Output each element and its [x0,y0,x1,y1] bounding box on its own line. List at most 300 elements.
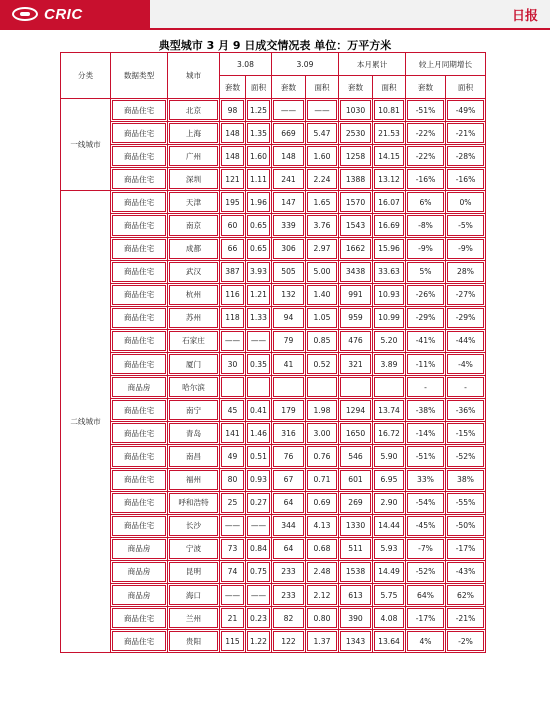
area-cumulative-value: 5.93 [374,539,404,559]
table-row [61,399,486,422]
area-growth-value: - [447,377,484,397]
area-308-cell [246,306,272,329]
sets-309-value: 64 [273,493,304,513]
sets-309-value: 76 [273,446,304,466]
city-value: 兰州 [169,608,218,628]
area-309-value: 3.76 [307,215,337,235]
area-308-value: —— [247,331,270,351]
sets-309-cell [272,306,306,329]
area-309-value: 1.37 [307,631,337,651]
sets-cumulative-cell [339,468,373,491]
sets-growth-value: -7% [407,539,444,559]
table-row [61,491,486,514]
sets-growth-value: -17% [407,608,444,628]
sets-cumulative-cell [339,583,373,606]
city-value: 南京 [169,215,218,235]
city-value: 南昌 [169,446,218,466]
area-cumulative-cell [373,168,406,191]
header-sets: 套数 [406,76,446,99]
area-308-value: 1.33 [247,308,270,328]
sets-cumulative-value: 1388 [340,169,371,189]
area-309-cell [306,630,339,653]
sets-309-value: 148 [273,146,304,166]
area-growth-cell [446,491,486,514]
sets-308-value: 116 [221,285,244,305]
area-309-value: 2.12 [307,585,337,605]
sets-growth-value: -45% [407,516,444,536]
area-growth-value: -2% [447,631,484,651]
area-cumulative-value: 5.90 [374,446,404,466]
sets-cumulative-value: 390 [340,608,371,628]
sets-308-cell [220,283,246,306]
area-308-value: 1.35 [247,123,270,143]
area-308-cell [246,237,272,260]
sets-cumulative-value: 3438 [340,262,371,282]
table-row [61,168,486,191]
sets-growth-cell [406,306,446,329]
header-row-1 [61,53,486,76]
area-308-value: 1.22 [247,631,270,651]
sets-cumulative-cell [339,376,373,399]
sets-309-cell [272,329,306,352]
area-309-cell [306,99,339,122]
data-type-value: 商品房 [112,585,166,605]
sets-growth-cell [406,99,446,122]
area-308-cell [246,145,272,168]
city-value: 哈尔滨 [169,377,218,397]
data-type-value: 商品住宅 [112,239,166,259]
sets-309-cell [272,583,306,606]
area-growth-value: -28% [447,146,484,166]
table-row [61,560,486,583]
sets-cumulative-value: 601 [340,470,371,490]
sets-growth-value: -51% [407,446,444,466]
sets-309-cell [272,607,306,630]
area-309-cell [306,353,339,376]
sets-308-value: 148 [221,123,244,143]
sets-308-value: 195 [221,192,244,212]
city-cell [168,145,220,168]
sets-growth-cell [406,214,446,237]
city-cell [168,514,220,537]
sets-cumulative-cell [339,445,373,468]
area-309-value: 5.47 [307,123,337,143]
sets-growth-cell [406,445,446,468]
city-value: 呼和浩特 [169,493,218,513]
table-row [61,422,486,445]
area-cumulative-value: 16.69 [374,215,404,235]
area-308-value: 1.21 [247,285,270,305]
sets-cumulative-value: 959 [340,308,371,328]
area-growth-cell [446,560,486,583]
data-type-value: 商品房 [112,377,166,397]
sets-growth-cell [406,583,446,606]
header-sets: 套数 [220,76,246,99]
sets-cumulative-value: 269 [340,493,371,513]
sets-309-cell [272,537,306,560]
city-cell [168,537,220,560]
sets-cumulative-value: 1538 [340,562,371,582]
area-308-value: —— [247,516,270,536]
sets-cumulative-cell [339,607,373,630]
area-cumulative-cell [373,630,406,653]
sets-309-value: 79 [273,331,304,351]
area-growth-cell [446,191,486,214]
area-growth-cell [446,99,486,122]
city-value: 南宁 [169,400,218,420]
sets-309-cell [272,468,306,491]
area-308-value: 1.60 [247,146,270,166]
sets-308-value: —— [221,585,244,605]
area-308-cell [246,399,272,422]
table-row [61,353,486,376]
cric-logo [12,5,83,23]
area-growth-value: -50% [447,516,484,536]
data-type-value: 商品住宅 [112,423,166,443]
sets-309-cell [272,630,306,653]
sets-growth-value: - [407,377,444,397]
sets-growth-cell [406,422,446,445]
city-value: 厦门 [169,354,218,374]
area-cumulative-cell [373,376,406,399]
sets-growth-cell [406,376,446,399]
city-cell [168,399,220,422]
sets-cumulative-value: 476 [340,331,371,351]
header-category: 分类 [61,53,111,99]
area-growth-cell [446,329,486,352]
sets-309-value: 132 [273,285,304,305]
area-cumulative-cell [373,353,406,376]
data-type-value: 商品住宅 [112,100,166,120]
sets-309-value: 179 [273,400,304,420]
area-308-cell [246,191,272,214]
sets-growth-value: 4% [407,631,444,651]
area-308-cell [246,560,272,583]
sets-308-value: 121 [221,169,244,189]
area-309-cell [306,583,339,606]
area-309-cell [306,168,339,191]
sets-309-value [273,377,304,397]
sets-308-value: 80 [221,470,244,490]
area-308-value: 0.75 [247,562,270,582]
sets-308-cell [220,122,246,145]
header-area: 面积 [246,76,272,99]
area-growth-value: -15% [447,423,484,443]
sets-309-cell [272,422,306,445]
data-type-value: 商品住宅 [112,123,166,143]
area-308-cell [246,491,272,514]
table-row [61,306,486,329]
data-type-value: 商品住宅 [112,400,166,420]
area-308-cell [246,353,272,376]
area-growth-value: -29% [447,308,484,328]
sets-309-value: 233 [273,562,304,582]
area-308-value: 3.93 [247,262,270,282]
data-type-cell [111,491,168,514]
data-type-cell [111,99,168,122]
sets-cumulative-value: 546 [340,446,371,466]
sets-308-value: 25 [221,493,244,513]
area-growth-value: 38% [447,470,484,490]
sets-cumulative-value: 1662 [340,239,371,259]
sets-308-value: 45 [221,400,244,420]
sets-309-value: 344 [273,516,304,536]
area-growth-value: -52% [447,446,484,466]
area-309-value: 0.80 [307,608,337,628]
city-cell [168,560,220,583]
sets-309-cell [272,283,306,306]
area-309-value: 4.13 [307,516,337,536]
area-308-value [247,377,270,397]
area-growth-cell [446,537,486,560]
area-cumulative-value: 10.99 [374,308,404,328]
sets-cumulative-value: 613 [340,585,371,605]
sets-cumulative-cell [339,491,373,514]
sets-cumulative-cell [339,630,373,653]
city-cell [168,468,220,491]
sets-308-cell [220,145,246,168]
sets-growth-cell [406,468,446,491]
area-308-cell [246,260,272,283]
header-area: 面积 [373,76,406,99]
area-309-cell [306,445,339,468]
area-308-cell [246,376,272,399]
area-309-cell [306,191,339,214]
area-309-cell [306,422,339,445]
data-type-cell [111,422,168,445]
area-309-cell [306,399,339,422]
table-title: 典型城市 3 月 9 日成交情况表 单位：万平方米 [158,39,392,52]
data-type-value: 商品住宅 [112,493,166,513]
sets-cumulative-cell [339,514,373,537]
data-type-cell [111,191,168,214]
city-cell [168,630,220,653]
city-cell [168,445,220,468]
area-309-value: 0.85 [307,331,337,351]
sets-308-cell [220,445,246,468]
city-cell [168,583,220,606]
sets-growth-cell [406,514,446,537]
header-date-2: 3.09 [272,53,339,76]
table-row [61,607,486,630]
area-cumulative-value: 10.81 [374,100,404,120]
city-cell [168,168,220,191]
sets-309-cell [272,376,306,399]
sets-309-cell [272,214,306,237]
sets-308-value: 74 [221,562,244,582]
area-309-cell [306,329,339,352]
area-cumulative-cell [373,583,406,606]
table-row [61,214,486,237]
sets-309-value: 67 [273,470,304,490]
area-308-value: 0.35 [247,354,270,374]
data-type-cell [111,237,168,260]
sets-308-cell [220,630,246,653]
data-type-cell [111,353,168,376]
table-row [61,191,486,214]
city-value: 上海 [169,123,218,143]
area-cumulative-cell [373,283,406,306]
area-cumulative-value: 2.90 [374,493,404,513]
sets-308-value: 115 [221,631,244,651]
sets-cumulative-cell [339,237,373,260]
sets-308-value: 30 [221,354,244,374]
sets-growth-value: 6% [407,192,444,212]
sets-308-cell [220,306,246,329]
sets-308-cell [220,514,246,537]
area-308-value: 1.25 [247,100,270,120]
data-type-cell [111,214,168,237]
city-value: 昆明 [169,562,218,582]
sets-cumulative-cell [339,329,373,352]
area-cumulative-cell [373,560,406,583]
sets-cumulative-cell [339,537,373,560]
area-growth-cell [446,260,486,283]
data-type-cell [111,260,168,283]
data-type-value: 商品住宅 [112,470,166,490]
area-309-value: 2.48 [307,562,337,582]
area-309-cell [306,537,339,560]
sets-309-value: 64 [273,539,304,559]
area-growth-value: -36% [447,400,484,420]
sets-growth-value: -14% [407,423,444,443]
area-308-cell [246,99,272,122]
header-growth: 较上月同期增长 [406,53,486,76]
area-growth-value: -21% [447,123,484,143]
area-growth-cell [446,168,486,191]
sets-309-value: —— [273,100,304,120]
city-value: 海口 [169,585,218,605]
data-type-cell [111,630,168,653]
area-309-value: 2.24 [307,169,337,189]
data-type-cell [111,168,168,191]
area-309-cell [306,560,339,583]
area-growth-cell [446,214,486,237]
sets-308-value: 98 [221,100,244,120]
area-growth-value: 62% [447,585,484,605]
sets-growth-cell [406,329,446,352]
city-value: 武汉 [169,262,218,282]
sets-308-cell [220,422,246,445]
area-growth-cell [446,353,486,376]
data-type-value: 商品住宅 [112,331,166,351]
transactions-table [60,52,486,653]
area-growth-value: -49% [447,100,484,120]
area-growth-cell [446,376,486,399]
city-cell [168,260,220,283]
data-type-value: 商品住宅 [112,285,166,305]
sets-309-cell [272,491,306,514]
area-308-cell [246,514,272,537]
data-type-value: 商品住宅 [112,146,166,166]
area-cumulative-cell [373,445,406,468]
table-row [61,537,486,560]
area-309-cell [306,306,339,329]
area-309-value: 1.98 [307,400,337,420]
data-type-cell [111,329,168,352]
sets-309-cell [272,260,306,283]
city-cell [168,353,220,376]
sets-cumulative-cell [339,214,373,237]
area-308-cell [246,537,272,560]
sets-cumulative-cell [339,122,373,145]
sets-308-cell [220,583,246,606]
table-row [61,329,486,352]
area-cumulative-cell [373,99,406,122]
sets-309-cell [272,514,306,537]
sets-growth-cell [406,630,446,653]
sets-309-cell [272,399,306,422]
header-divider [0,28,550,30]
sets-growth-value: -38% [407,400,444,420]
sets-cumulative-cell [339,260,373,283]
sets-growth-cell [406,607,446,630]
sets-308-value: 141 [221,423,244,443]
area-309-value: 0.76 [307,446,337,466]
data-type-value: 商品房 [112,562,166,582]
sets-308-value: 148 [221,146,244,166]
data-type-value: 商品住宅 [112,192,166,212]
data-type-value: 商品住宅 [112,262,166,282]
sets-cumulative-value: 1343 [340,631,371,651]
table-row [61,583,486,606]
sets-growth-value: -51% [407,100,444,120]
area-308-cell [246,468,272,491]
area-309-value: 1.60 [307,146,337,166]
sets-cumulative-value: 1570 [340,192,371,212]
sets-cumulative-cell [339,168,373,191]
sets-growth-cell [406,168,446,191]
table-row [61,514,486,537]
area-308-cell [246,630,272,653]
city-value: 长沙 [169,516,218,536]
sets-309-cell [272,168,306,191]
area-308-cell [246,329,272,352]
table-row [61,260,486,283]
area-cumulative-cell [373,537,406,560]
area-growth-cell [446,514,486,537]
area-309-value: 5.00 [307,262,337,282]
sets-cumulative-cell [339,353,373,376]
area-cumulative-value: 14.49 [374,562,404,582]
sets-growth-value: -11% [407,354,444,374]
area-cumulative-cell [373,122,406,145]
area-cumulative-value: 13.12 [374,169,404,189]
sets-cumulative-value: 1650 [340,423,371,443]
sets-growth-value: -54% [407,493,444,513]
sets-308-value [221,377,244,397]
area-growth-value: -44% [447,331,484,351]
sets-cumulative-value: 991 [340,285,371,305]
table-row [61,445,486,468]
area-cumulative-value: 3.89 [374,354,404,374]
area-cumulative-value: 14.15 [374,146,404,166]
city-cell [168,191,220,214]
city-value: 北京 [169,100,218,120]
data-type-cell [111,537,168,560]
area-cumulative-value: 16.72 [374,423,404,443]
sets-309-cell [272,237,306,260]
header-city: 城市 [168,53,220,99]
sets-308-value: 49 [221,446,244,466]
area-308-value: 0.23 [247,608,270,628]
sets-growth-cell [406,560,446,583]
area-309-value: 1.40 [307,285,337,305]
city-cell [168,237,220,260]
sets-growth-cell [406,353,446,376]
sets-308-value: 21 [221,608,244,628]
area-309-cell [306,145,339,168]
